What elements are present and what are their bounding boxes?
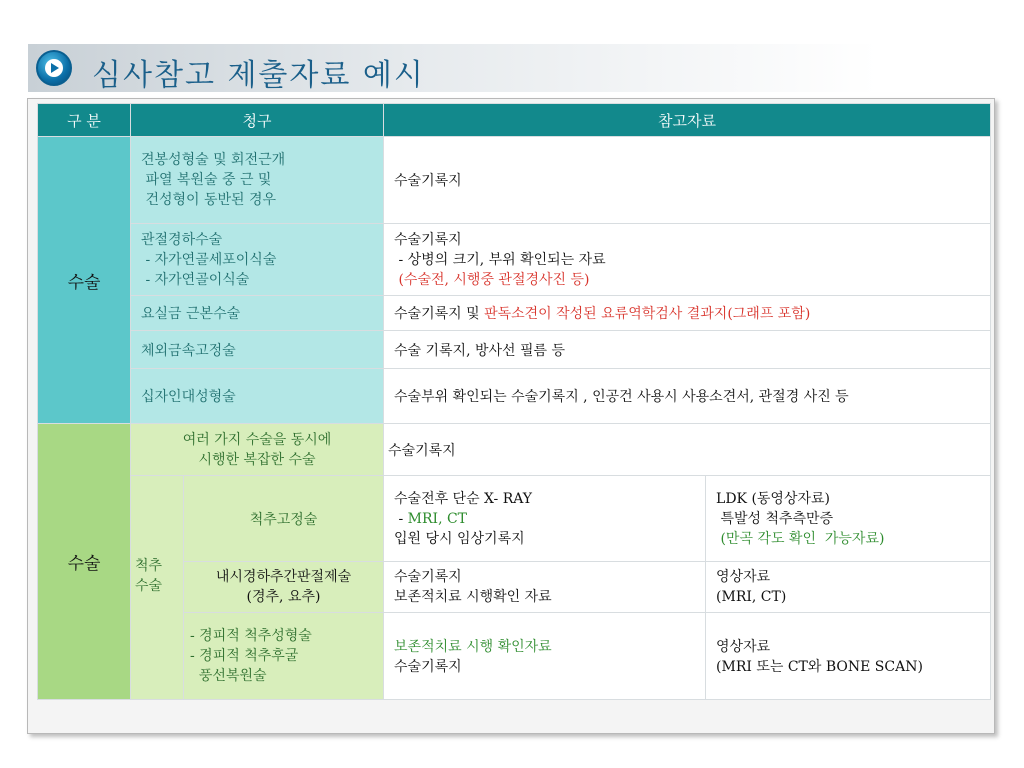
table-row: [38, 224, 991, 296]
reference-cell: 수술전후 단순 X- RAY - MRI, CT 입원 당시 임상기록지: [384, 476, 706, 562]
header-reference: 참고자료: [384, 104, 991, 137]
reference-cell: 영상자료 (MRI 또는 CT와 BONE SCAN): [706, 613, 991, 700]
reference-cell: 영상자료 (MRI, CT): [706, 562, 991, 613]
claim-cell: 체외금속고정술: [131, 331, 384, 369]
claim-cell: 내시경하추간판절제술 (경추, 요추): [184, 562, 384, 613]
claim-cell: 견봉성형술 및 회전근개 파열 복원술 중 근 및 건성형이 동반된 경우: [131, 137, 384, 224]
table-header-row: [38, 104, 991, 137]
reference-cell: LDK (동영상자료) 특발성 척추측만증 (만곡 각도 확인 가능자료): [706, 476, 991, 562]
reference-cell: 수술기록지 - 상병의 크기, 부위 확인되는 자료 (수술전, 시행중 관절경사진 등): [384, 224, 991, 296]
table-row: [38, 331, 991, 369]
reference-cell: 수술 기록지, 방사선 필름 등: [384, 331, 991, 369]
spine-surgery-label: 척추 수술: [131, 476, 184, 700]
claim-cell: 여러 가지 수술을 동시에 시행한 복잡한 수술: [131, 424, 384, 476]
table-row: [38, 424, 991, 476]
claim-cell: 척추고정술: [184, 476, 384, 562]
table-row: [38, 296, 991, 331]
claim-cell: - 경피적 척추성형술 - 경피적 척추후굴 풍선복원술: [184, 613, 384, 700]
play-circle-icon: [36, 50, 72, 86]
claim-cell: 요실금 근본수술: [131, 296, 384, 331]
reference-cell: 수술기록지: [384, 137, 991, 224]
header-claim: 청구: [131, 104, 384, 137]
page-title: 심사참고 제출자료 예시: [92, 58, 425, 93]
claim-cell: 십자인대성형술: [131, 369, 384, 424]
reference-cell: 보존적치료 시행 확인자료 수술기록지: [384, 613, 706, 700]
claim-cell: 관절경하수술 - 자가연골세포이식술 - 자가연골이식술: [131, 224, 384, 296]
header-category: 구 분: [38, 104, 131, 137]
section2-label: 수술: [38, 424, 131, 700]
table-row: [38, 137, 991, 224]
reference-cell: 수술기록지: [384, 424, 991, 476]
reference-cell: 수술부위 확인되는 수술기록지 , 인공건 사용시 사용소견서, 관절경 사진 등: [384, 369, 991, 424]
reference-cell: 수술기록지 보존적치료 시행확인 자료: [384, 562, 706, 613]
reference-cell: 수술기록지 및 판독소견이 작성된 요류역학검사 결과지(그래프 포함): [384, 296, 991, 331]
table-row: [38, 476, 991, 562]
reference-table: [37, 103, 991, 700]
section1-label: 수술: [38, 137, 131, 424]
table-row: [38, 369, 991, 424]
